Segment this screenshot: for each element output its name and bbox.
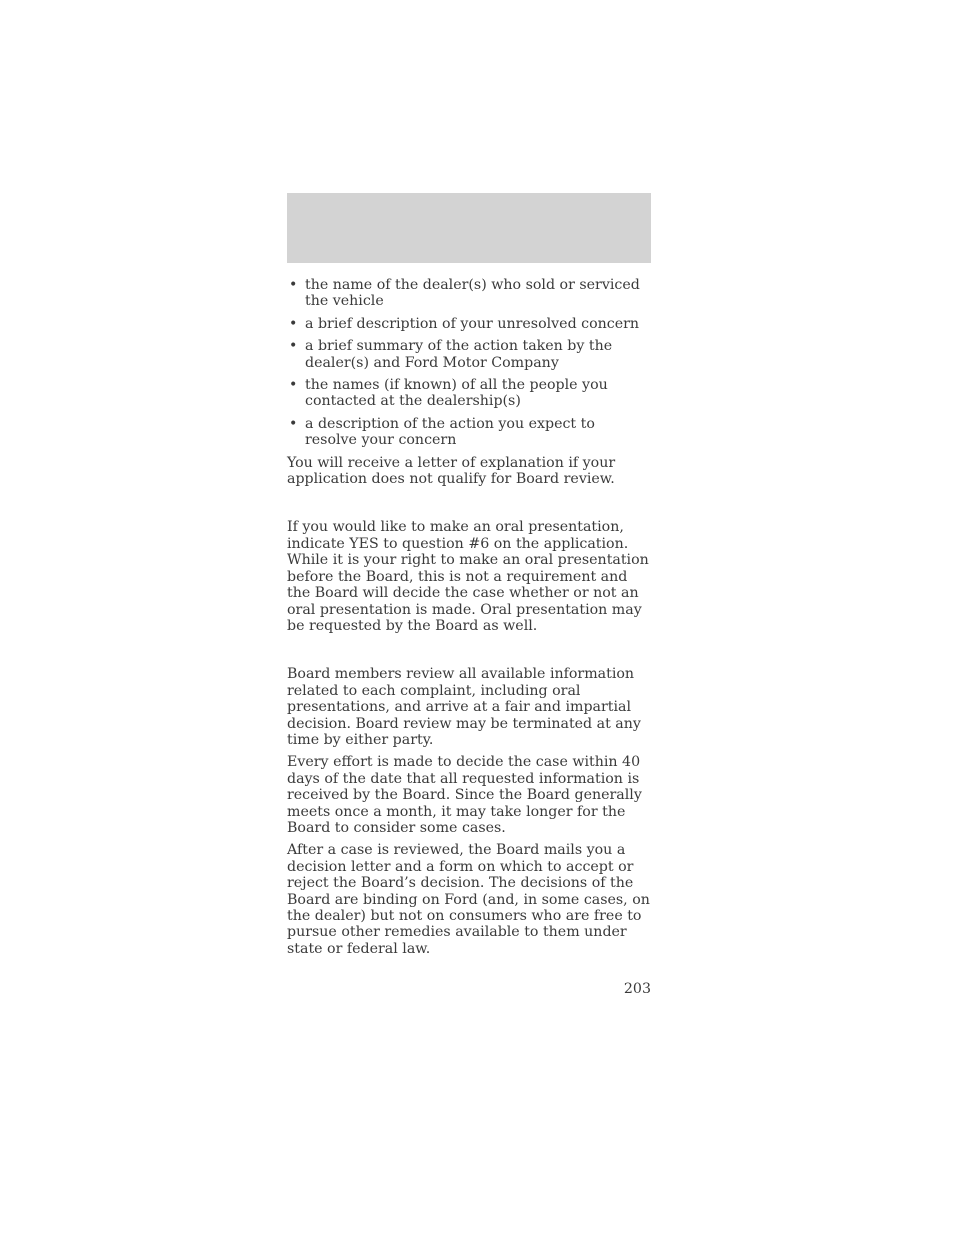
page-number: 203	[623, 981, 651, 997]
bullet-icon: •	[289, 377, 298, 394]
list-item-text: the names (if known) of all the people you contacted at the dealership(s)	[305, 377, 608, 410]
decision-paragraph: After a case is reviewed, the Board mails you a decision letter and a form on which to accept or reject the Board’s decision. The decisions of the Board are binding on Ford (and, in some cases, on the dealer) but not on consumers who are free to pursue other remedies available to them under state or federal law.	[287, 842, 650, 957]
oral-presentation-paragraph: If you would like to make an oral presentation, indicate YES to question #6 on the application. While it is your right to make an oral presentation before the Board, this is not a requirement and the Board will decide the case whether or not an oral presentation is made. Oral presentation may be requested by the Board as well.	[287, 519, 649, 634]
explanation-letter-paragraph: You will receive a letter of explanation if your application does not qualify for Board review.	[287, 454, 616, 488]
list-item-text: a description of the action you expect to resolve your concern	[305, 415, 595, 449]
page-body	[287, 277, 651, 963]
board-review-paragraph: Board members review all available information related to each complaint, including oral presentations, and arrive at a fair and impartial decision. Board review may be terminated at any time by either party.	[287, 666, 641, 748]
list-item-text: a brief description of your unresolved concern	[305, 315, 640, 332]
list-item	[287, 277, 651, 310]
requirements-list	[287, 277, 651, 449]
bullet-icon: •	[289, 315, 298, 332]
list-item	[287, 338, 651, 371]
bullet-icon: •	[289, 415, 298, 432]
list-item-text: a brief summary of the action taken by the dealer(s) and Ford Motor Company	[305, 338, 613, 371]
list-item-text: the name of the dealer(s) who sold or serviced the vehicle	[305, 277, 640, 310]
list-item	[287, 416, 651, 449]
timing-paragraph: Every effort is made to decide the case within 40 days of the date that all requested information is received by the Board. Since the Board generally meets once a month, it may take longer for the Board to consider some cases.	[287, 754, 642, 836]
list-item	[287, 316, 651, 332]
section-header-band	[287, 193, 651, 263]
bullet-icon: •	[289, 277, 298, 293]
bullet-icon: •	[289, 338, 298, 355]
list-item	[287, 377, 651, 410]
